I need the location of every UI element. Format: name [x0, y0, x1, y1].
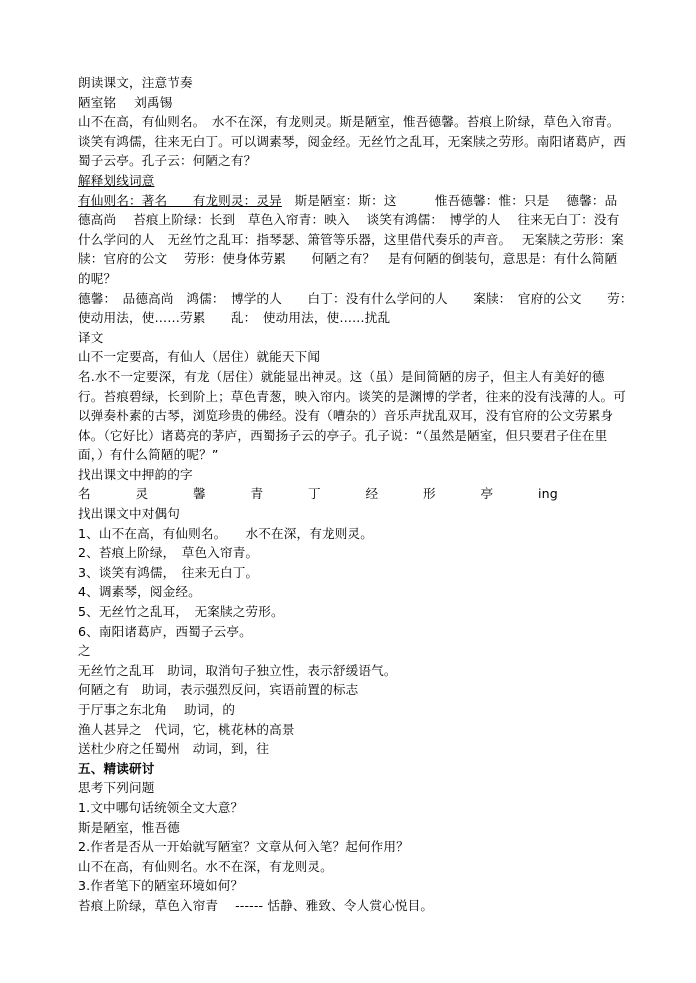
gloss-paragraph-1 — [78, 191, 630, 289]
answer-1: 斯是陋室，惟吾德 — [78, 819, 180, 835]
rhyme-char: 丁 — [308, 486, 321, 502]
document-page — [78, 73, 640, 916]
section-zhi: 之 — [78, 643, 91, 659]
zhi-usage: 何陋之有 助词，表示强烈反问，宾语前置的标志 — [78, 682, 359, 698]
answer-3: 苔痕上阶绿，草色入帘青 ------ 恬静、雅致、令人赏心悦目。 — [78, 897, 434, 913]
poem-text: 山不在高，有仙则名。 水不在深，有龙则灵。斯是陋室，惟吾德馨。苔痕上阶绿，草色入帘青。谈笑有鸿儒，往来无白丁。可以调素琴，阅金经。无丝竹之乱耳，无案牍之劳形。南阳诸葛庐，西蜀子云亭。孔子云：何陋之有？ — [78, 114, 626, 169]
question-1: 1.文中哪句话统领全文大意？ — [78, 799, 244, 815]
gloss-underlined: 有仙则名：著名 有龙则灵：灵异 — [78, 192, 282, 208]
gloss-paragraph-2: 德馨： 品德高尚 鸿儒： 博学的人 白丁：没有什么学问的人 案牍： 官府的公文 劳： 使动用法，使……劳累 乱： 使动用法，使……扰乱 — [78, 290, 640, 326]
parallel-item: 6、南阳诸葛庐，西蜀子云亭。 — [78, 623, 252, 639]
question-2: 2.作者是否从一开始就写陋室？文章从何入笔？起何作用？ — [78, 839, 409, 855]
instruction-read-aloud: 朗读课文，注意节奏 — [78, 75, 193, 90]
section-translation: 译文 — [78, 329, 104, 345]
rhyme-char: 形 — [423, 486, 436, 502]
rhyme-char: 青 — [250, 486, 264, 502]
section-parallel-sentences: 找出课文中对偶句 — [78, 506, 180, 522]
rhyme-char: 灵 — [135, 486, 149, 502]
parallel-item: 2、苔痕上阶绿， 草色入帘青。 — [78, 545, 259, 561]
answer-2: 山不在高，有仙则名。水不在深，有龙则灵。 — [78, 858, 333, 874]
title-author-line — [78, 93, 630, 113]
parallel-item: 4、调素琴，阅金经。 — [78, 584, 201, 600]
gloss-rest: 斯是陋室：斯：这 惟吾德馨：惟：只是 德馨：品德高尚 苔痕上阶绿：长到 草色入帘青：映入 谈笑有鸿儒： 博学的人 往来无白丁：没有什么学问的人 无丝竹之乱耳：指琴瑟、箫管等乐器，这里借代奏乐的声音。 无案牍之劳形：案牍：官府的公文 劳形：使身体劳累 何陋之有？ 是有何陋的倒装句，意思是：有什么简陋的呢？ — [78, 192, 624, 286]
rhyme-char: 名 — [78, 486, 91, 502]
poem-title: 陋室铭 — [78, 94, 117, 110]
zhi-usage: 渔人甚异之 代词，它，桃花林的高景 — [78, 721, 295, 737]
translation-line-1: 山不一定要高，有仙人（居住）就能天下闻 — [78, 349, 321, 365]
zhi-usage: 无丝竹之乱耳 助词，取消句子独立性，表示舒缓语气。 — [78, 662, 397, 678]
section-word-meanings: 解释划线词意 — [78, 172, 155, 188]
section-rhymes: 找出课文中押韵的字 — [78, 466, 193, 482]
section-five-heading: 五、精读研讨 — [78, 760, 155, 776]
rhyme-char: 馨 — [193, 486, 206, 502]
question-3: 3.作者笔下的陋室环境如何？ — [78, 878, 244, 894]
poem-author: 刘禹锡 — [134, 94, 173, 110]
rhyme-char: 经 — [365, 486, 379, 502]
zhi-usage: 于厅事之东北角 助词，的 — [78, 702, 236, 717]
rhyme-characters — [78, 484, 558, 504]
parallel-item: 3、谈笑有鸿儒， 往来无白丁。 — [78, 564, 259, 580]
parallel-item: 1、山不在高，有仙则名。 水不在深，有龙则灵。 — [78, 525, 373, 541]
parallel-item: 5、无丝竹之乱耳， 无案牍之劳形。 — [78, 604, 284, 620]
section-questions: 思考下列问题 — [78, 780, 155, 796]
translation-paragraph: 名.水不一定要深，有龙（居住）就能显出神灵。这（虽）是间简陋的房子，但主人有美好的德行。苔痕碧绿，长到阶上；草色青葱，映入帘内。谈笑的是渊博的学者，往来的没有浅薄的人。可以弹奏朴素的古琴，浏览珍贵的佛经。没有（嘈杂的）音乐声扰乱双耳，没有官府的公文劳累身体。（它好比）诸葛亮的茅庐，西蜀扬子云的亭子。孔子说：“（虽然是陋室，但只要君子住在里面，）有什么简陋的呢？” — [78, 368, 626, 463]
zhi-usage: 送杜少府之任蜀州 动词，到，往 — [78, 741, 270, 757]
rhyme-char: 亭 — [480, 486, 494, 502]
rhyme-char: ing — [538, 486, 558, 502]
